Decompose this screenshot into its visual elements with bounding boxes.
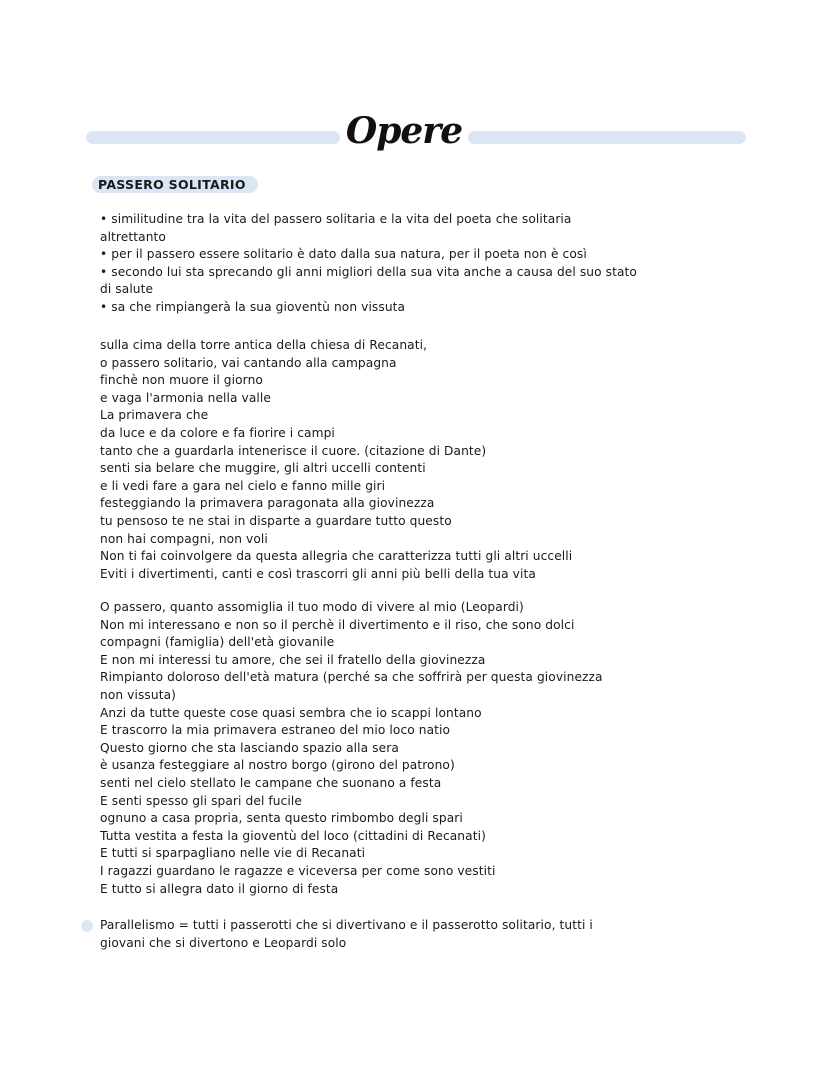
text-line: Parallelismo = tutti i passerotti che si divertivano e il passerotto solitario, tutti i: [100, 918, 593, 932]
paraphrase-paragraph-2: [100, 599, 740, 898]
text-line: E senti spesso gli spari del fucile: [100, 793, 302, 808]
text-line: senti sia belare che muggire, gli altri uccelli contenti: [100, 461, 426, 476]
bullet-line: di salute: [100, 282, 154, 297]
text-line: La primavera che: [100, 408, 209, 423]
text-line: Non ti fai coinvolgere da questa allegria che caratterizza tutti gli altri uccelli: [100, 549, 573, 564]
text-line: giovani che si divertono e Leopardi solo: [100, 935, 347, 950]
text-line: e vaga l'armonia nella valle: [100, 390, 272, 405]
bullet-line: • sa che rimpiangerà la sua gioventù non vissuta: [100, 299, 406, 314]
title-decoration-right: [468, 131, 746, 144]
title-row: [86, 112, 746, 162]
bullet-line: • similitudine tra la vita del passero solitaria e la vita del poeta che solitaria: [100, 212, 572, 226]
text-line: compagni (famiglia) dell'età giovanile: [100, 635, 335, 650]
text-line: E tutto si allegra dato il giorno di festa: [100, 881, 339, 896]
text-line: tanto che a guardarla intenerisce il cuore. (citazione di Dante): [100, 443, 487, 458]
title-decoration-left: [86, 131, 340, 144]
page-title: Opere: [345, 110, 463, 152]
section-heading: PASSERO SOLITARIO: [92, 176, 258, 193]
text-line: Rimpianto doloroso dell'età matura (perché sa che soffrirà per questa giovinezza: [100, 670, 603, 685]
note-bullet-dot: [81, 920, 93, 932]
paraphrase-paragraph-1: [100, 337, 740, 583]
text-line: tu pensoso te ne stai in disparte a guardare tutto questo: [100, 513, 452, 528]
text-line: è usanza festeggiare al nostro borgo (girono del patrono): [100, 758, 455, 773]
text-line: non hai compagni, non voli: [100, 531, 268, 546]
bullet-list: [100, 211, 740, 317]
text-line: I ragazzi guardano le ragazze e viceversa per come sono vestiti: [100, 863, 496, 878]
text-line: E tutti si sparpagliano nelle vie di Recanati: [100, 846, 366, 861]
bullet-line: • secondo lui sta sprecando gli anni migliori della sua vita anche a causa del suo stato: [100, 264, 637, 279]
text-line: O passero, quanto assomiglia il tuo modo di vivere al mio (Leopardi): [100, 600, 524, 614]
text-line: e li vedi fare a gara nel cielo e fanno mille giri: [100, 478, 386, 493]
text-line: senti nel cielo stellato le campane che suonano a festa: [100, 775, 442, 790]
parallelism-note: [100, 917, 740, 952]
text-line: non vissuta): [100, 687, 177, 702]
text-line: Questo giorno che sta lasciando spazio alla sera: [100, 740, 399, 755]
text-line: Tutta vestita a festa la gioventù del loco (cittadini di Recanati): [100, 828, 486, 843]
text-line: Eviti i divertimenti, canti e così trascorri gli anni più belli della tua vita: [100, 566, 536, 581]
text-line: sulla cima della torre antica della chiesa di Recanati,: [100, 338, 428, 352]
text-line: finchè non muore il giorno: [100, 373, 263, 388]
text-line: Anzi da tutte queste cose quasi sembra che io scappi lontano: [100, 705, 482, 720]
text-line: E non mi interessi tu amore, che sei il fratello della giovinezza: [100, 652, 486, 667]
text-line: festeggiando la primavera paragonata alla giovinezza: [100, 496, 435, 511]
text-line: E trascorro la mia primavera estraneo del mio loco natio: [100, 723, 451, 738]
text-line: ognuno a casa propria, senta questo rimbombo degli spari: [100, 811, 463, 826]
text-line: o passero solitario, vai cantando alla campagna: [100, 355, 397, 370]
text-line: da luce e da colore e fa fiorire i campi: [100, 425, 335, 440]
bullet-line: • per il passero essere solitario è dato dalla sua natura, per il poeta non è così: [100, 247, 587, 262]
text-line: Non mi interessano e non so il perchè il divertimento e il riso, che sono dolci: [100, 617, 575, 632]
bullet-line: altrettanto: [100, 229, 166, 244]
